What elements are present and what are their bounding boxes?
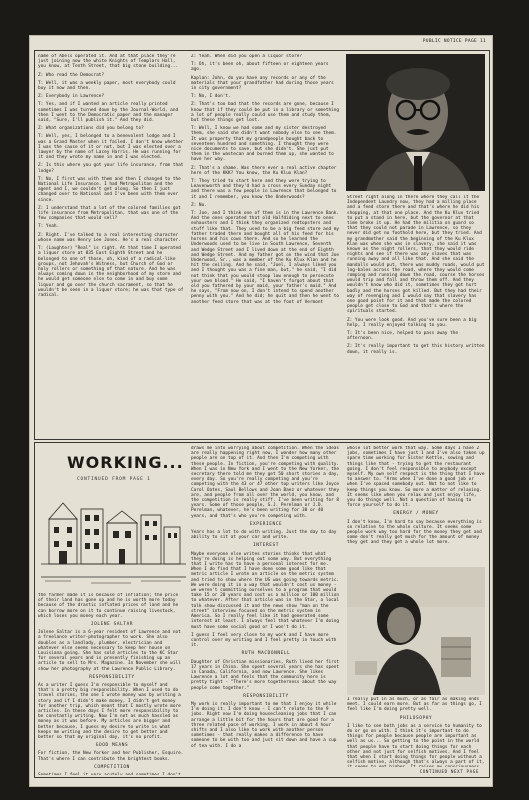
paragraph: Z: No. — [191, 202, 207, 208]
paragraph: T: No, I don't. — [191, 94, 231, 100]
paragraph: I don't know, I'm hard to say because everything is so relative to the whole culture. It seems some people work way too hard for the money they get and some don't really get much for the amount of money they get and they get a whole lot more. — [347, 519, 482, 546]
paragraph: For fiction, the New Yorker and her Publisher, Esquire. That's where I can contribute the brightest books. — [38, 751, 184, 762]
paragraph: Jolene Saltar is a 6-year resident of Lawrence and not a freelance writer-photographer to work. She also doubles as a landlady, plumber, electrician and whatever else seems necessary to keep her house on Louisiana going. She has sold articles to the KC Star for several years and is presently finishing up an article to sell to Mrs. Magazine. In November she will show her photography at the Lawrence Public Library. — [38, 630, 181, 672]
paragraph: T: (Laughter) "Real" is right. At that time I operated a liquor store at 835 East Eighth Street and he belonged to one of those, oh, kind of a radical-like groups, not Jehovah's Witness, but Church of God or holy rollers or something of that nature. And he was always coming down in the neighborhood of my store and he would get someone else to come in and buy some liquor and go over the church sacrament, so that he wouldn't be seen in a liquor store; he was that type of radical. — [38, 246, 184, 298]
paragraph: Street right along in there where they call it the Independent Laundry now, they had a milling place and a feed store there and that's where he did his shopping, at that one place. And the Ku Klux tried to put a stand in here, but the governor at that time broke it up. He had the militia on guard so that they could not parade in Lawrence, so they never did get no foothold here, but they tried. And my grandmother said the beginning of the Ku Klux Klan was when she was in slavery, she said it was known as the night rollers, that they would ride nights and see if there was any slaves that was running away and all like that. And she said the mandalls would put, there was muddy roads, would put log-bales across the road, where they would come romping and running down the road, course the horses would trip and fall and throw them off. And they wouldn't know who did it, sometimes they got hurt badly and the horses got killed. But they had their way of revenging and I would say that slavery has one good point for it and that made the colored people get close to God and that's where the spirituals started. — [347, 195, 485, 315]
working-column-1 — [38, 593, 186, 775]
paragraph: T: Well, it was a weekly paper, most everybody could buy it now and then. — [38, 80, 176, 92]
section-subhead: RESPONSIBILITY — [89, 674, 135, 680]
section-subhead: PHILOSOPHY — [399, 715, 433, 721]
interview-section — [34, 50, 490, 440]
paragraph: I really put in as much, or as fair as making ends meet. I could earn more. But as far as things go, I feel like I'm doing pretty well. — [347, 697, 482, 713]
interview-column-2 — [191, 54, 341, 436]
paragraph: T: Oh, it's been oh, about fifteen or eighteen years ago. — [191, 62, 329, 73]
paragraph: whole lot better work that way. Some days I have 2 jobs, sometimes I have just 1 and I've also taken up spare time working for Sister Kettle, sewing and things like that - trying to get the restaurant going. I don't feel responsible to anybody except myself. My own self respect is the thing that I have to answer to. "Arms when I've done a good job or when I've spaced somebody out. Not to not like to keep things you know. So more a matter of relaxing. It seems like when you relax and just enjoy life, you do things well. Not a question of having to force yourself to do it. — [347, 446, 485, 509]
working-column-3 — [347, 446, 485, 564]
interview-column-3 — [347, 195, 485, 435]
section-subhead: COMPETITION — [94, 764, 130, 770]
paragraph: T: No, I first was with them and then I changed to the National Life Insurance. I had Metropolitan and the agent and I, we couldn't get along. So then I just changed over to National and I've been with them ever since. — [38, 176, 181, 203]
portrait-photo — [346, 54, 485, 191]
section-subhead: GOOD MEANS — [95, 743, 129, 749]
continued-from-label: CONTINUED FROM PAGE 1 — [77, 477, 151, 482]
paragraph: I like to see both jobs as a service to humanity to do or go on with. I think it's important to do things for people because people are important as well as us... So getting to the point in the world that people have to start doing things for each other and not just for selfish motives. And I feel that when I start doing things for people without a selfish motive, although that's always a part of it, — [347, 723, 485, 766]
section-subhead: RESPONSIBILITY — [243, 693, 289, 699]
portrait-man-glasses-icon — [346, 54, 485, 191]
paragraph: Kaplan: John, do you have any records or any of the materials that your grandfather had during those years in city government? — [191, 75, 334, 92]
paragraph: T: It's been nice, helped to pass away the afternoon. — [347, 331, 459, 342]
paragraph: As a writer I guess I'm responsible to myself and that's a pretty big responsibility. When I used to do travel stories, the one I wrote money was by writing a story and if I didn't make money, I didn't get money for another trip, which meant that I mostly wrote more articles. In these days I felt more responsibility to be constantly writing. Now I'm not as much hassled as money as it was before. My articles are bigger and better because, I guess my desire to write is what keeps me writing and the desire to get better and better so that my original day, it's no profit. — [38, 683, 181, 741]
paragraph: T: Yes, and if I wanted an article really printed sometimes I was turned down by the Journal-World, and then I went to the Democratic paper and the manager said, "Sure, I'll publish it." And they did. — [38, 102, 179, 124]
paragraph: T: Joe, and I think one of them is in the Lawrence Bank. And the ones operated that old Halfdiding next to ones exhausters and I think they organized redtopsters and stuff like that. They used to be a big feed store and my father traded there and bought all of his feed for his horses and his cows there. And so he learned the Underwoods used to be live in South Lawrence, Seventh and Wedge Street and I lived down at the end of Eighth and Wedge Street. And my father got on the wind that Joe Underwood, Sr., was a member of the Ku Klux Klan and he hit the ceiling. And he said, "Joel, I always liked you and I thought you was a fine man, but," he said, "I did not think that you would stoop low enough to persecute your own blood." He said, "I haven't forgot about that old you fathered by your maid, your father's maid." And he says, "From now on, I don't intend to spend another penny with you." And he did; he quit and then he went to another feed store that was at the foot of Vermont — [191, 211, 340, 305]
paragraph: Years has a lot to do with writing. Just the day to day ability to sit at your car and write. — [191, 530, 337, 541]
section-subhead: INTEREST — [253, 543, 279, 549]
paragraph: I guess I feel very close to my work and I have more control over my writing and I feel pretty in touch with it. — [191, 632, 337, 649]
paragraph: T: They tried to start here and they were trying to Leavenworth and they'd had a cross every Sunday night and there was a few people in Lawrence that belonged to it and I remember, you know the Underwoods? — [191, 179, 337, 200]
cityscape-illustration — [41, 489, 186, 589]
paragraph: Z: What organizations did you belong to? — [38, 126, 144, 132]
running-head: PUBLIC NOTICE PAGE 11 — [422, 39, 486, 44]
paragraph: Z: Who read the Democrat? — [38, 72, 105, 78]
woman-photo — [347, 567, 485, 695]
portrait-woman-icon — [347, 567, 485, 695]
paragraph: Daughter of Christian missionaries, Ruth lived her first 17 years in China. She spent several years she has spent in Canada, California, and now Lawrence. She likes Lawrence a lot and feels that the community here is pretty tight - "There's more togetherness about the way people come together." — [191, 659, 340, 691]
paragraph: the farmer made it is because of inflation; the price of their land has gone up and he is worth more today because of the drastic inflated prices of land and he can borrow more on it to continue raising livestock, which loses you money each year. — [38, 593, 179, 619]
paragraph: Z: I understand that a lot of the colored families got life insurance from Metropolitan, that was one of the few companies that would sell? — [38, 205, 181, 222]
paragraph: Z: Yeah. When did you open a liquor store? — [191, 54, 303, 59]
section-subhead: EXPERIENCE — [249, 521, 283, 527]
working-column-2 — [191, 446, 341, 775]
paragraph: Z: You were look good. And you've sure been a big help, I really enjoyed talking to you. — [347, 317, 477, 328]
section-subhead: RUTH MACDONNELL — [241, 651, 291, 657]
paragraph: Z: Right. I've talked to a real interesting character whose name was Henry Lee Jones. He's a real character. — [38, 232, 181, 243]
working-column-4 — [347, 697, 485, 767]
newspaper-page — [30, 36, 492, 786]
section-headline: WORKING... — [67, 453, 184, 472]
paragraph: draws me into worrying about competition. When the ideas are really happening right now, I wonder how many other people are on top of it. And then I'm competing with these people. In fiction, you're competing with quality. When I was in New York and I went to the New Yorker, the secretary there told me they get 50 short stories a day, every day. So you're really competing and you're competing with the 43 or 47 other top writers like Joyce Carol Oates, Saul Bellows and Joan Baez or whatever they are, and people from all over the world, you know, and the competition is really stiff. I've been writing for 8 years. Some of those people, S.J. Perelman or J.D. Perelman, whatever, he's been writing for 30 or 40 years, and that's who you're competing with. — [191, 446, 340, 519]
paragraph: My work is really important to me that I enjoy it while I'm doing it. I don't know - I can't relate to the 9 jobs. Right now I'm doing housecleaning jobs that I can arrange a little bit for the hours that are good for a three related pace of working. I work in about 4 hour shifts and I also like to work with another person sometimes - that really makes a difference to have someone to be with too and just sit down and have a cup of tea with. I do a — [191, 701, 337, 749]
paragraph: T: Well, yes, I belonged to a benevolent lodge and I was a Grand Master when it failed. I don't know whether I was the cause of it or not, but I was elected over a lawyer by the name of Lacey Harris. He was running for it and they wrote my name in and I was elected. — [38, 134, 184, 161]
section-subhead: JOLENE SALTAR — [90, 622, 134, 628]
paragraph: Maybe everyone else writes stories thinks that what they're doing is helping out some way. But everything that I write has to have a personal interest for me. When I do find that I have done some good like that metric article I wrote an article on the metric system and tried to show where the US was going towards metric. We were doing it in a way that wouldn't cost us money - we weren't committing ourselves to a program that would take 15 or 20 years and cost us a million or 100 million to whatever. After that article was in the Star, a local talk show discussed it and the news show "man on the street" interview focused on the metric system in America. So I really feel like it had generated some interest at least. I always feel that whatever I'm doing must have some social good or I won't do it. — [191, 551, 340, 630]
working-section — [34, 442, 490, 778]
interview-column-1 — [38, 54, 186, 436]
cityscape-sketch-icon — [41, 489, 186, 589]
continued-next-label: CONTINUED NEXT PAGE — [419, 769, 479, 774]
section-subhead: ENERGY / MONEY — [393, 511, 439, 517]
paragraph: Z: That's a shame. Was there ever a real active chapter here of the KKK? You know, the Ku Klux Klan? — [191, 165, 337, 176]
paragraph: Z: Everybody in Lawrence? — [38, 94, 105, 100]
paragraph: T: Well, I know we had some and my sister destroyed them, she said she didn't want nobody else to see them. It was property that my grandpeople bought back to seventeen hundred and something. I thought they were nice documents to save, but she didn't. She just put them in the wastecan and burned them up, she wanted to have her way. — [191, 126, 337, 163]
paragraph: T: Yeah. — [38, 224, 60, 230]
paragraph: Z: That's too bad that the records are gone, because I know that if they could be put in a library or something a lot of people really could use them and study them, but these things get lost. — [191, 102, 340, 124]
paragraph — [38, 773, 186, 775]
paragraph: name of Abels operated it. And at that place they're just joining now the white Knights of Templars Hall, you know, at Tenth Street, that big stone building... — [38, 54, 179, 70]
paragraph: Z: Is this where you got your life insurance, from that lodge? — [38, 163, 184, 174]
paragraph: Z: It's really important to get this history written down, it really is. — [347, 344, 485, 355]
